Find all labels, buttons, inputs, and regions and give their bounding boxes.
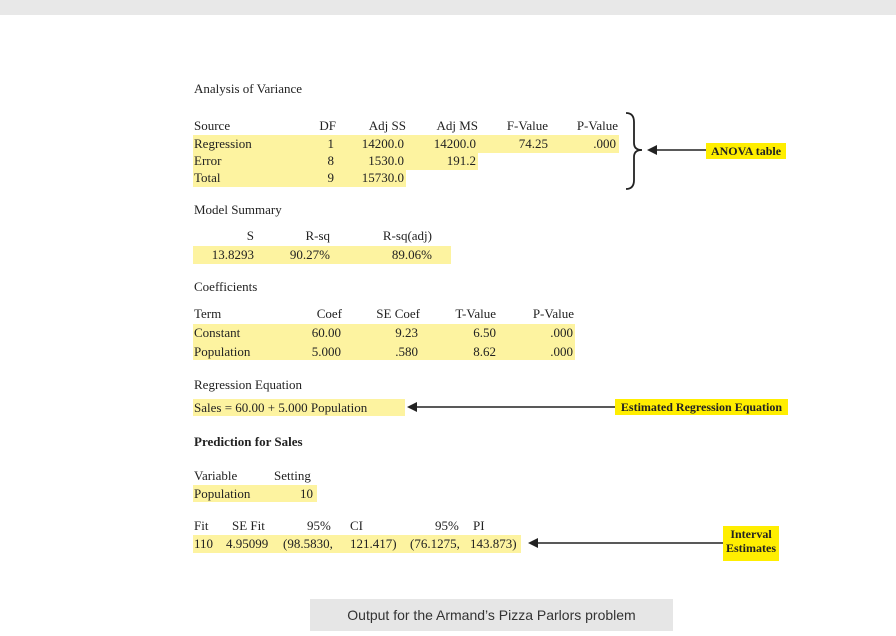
- regression-equation: Sales = 60.00 + 5.000 Population: [194, 400, 368, 415]
- anova-cell: 9: [327, 170, 334, 185]
- anova-cell: 14200.0: [361, 136, 404, 151]
- fit-header-fit: Fit: [194, 518, 209, 533]
- equation-arrow: [407, 402, 615, 412]
- fit-header-pi: PI: [473, 518, 485, 533]
- anova-cell: .000: [593, 136, 616, 151]
- interval-callout-line1: Interval: [730, 527, 772, 541]
- pred-value-setting: 10: [300, 486, 313, 501]
- anova-cell: 191.2: [446, 153, 476, 168]
- coef-cell: .580: [395, 344, 418, 359]
- pi-lower-value: (76.1275,: [410, 536, 460, 551]
- fit-header-pi-pct: 95%: [435, 518, 459, 533]
- pred-value-variable: Population: [194, 486, 251, 501]
- coef-cell: 60.00: [311, 325, 341, 340]
- coef-cell: Constant: [194, 325, 241, 340]
- model-summary-title: Model Summary: [194, 202, 282, 217]
- anova-cell: 15730.0: [361, 170, 404, 185]
- fit-header-ci-pct: 95%: [307, 518, 331, 533]
- anova-header-fvalue: F-Value: [506, 118, 548, 133]
- coef-cell: 9.23: [395, 325, 418, 340]
- coef-cell: 8.62: [473, 344, 496, 359]
- anova-brace: [626, 113, 642, 189]
- figure-caption: Output for the Armand’s Pizza Parlors problem: [310, 599, 673, 631]
- coef-cell: 5.000: [311, 344, 341, 359]
- ms-value-rsqadj: 89.06%: [391, 247, 432, 262]
- anova-cell: Error: [194, 153, 222, 168]
- coefficients-title: Coefficients: [194, 279, 258, 294]
- pred-header-setting: Setting: [274, 468, 311, 483]
- ms-header-s: S: [246, 228, 254, 243]
- anova-cell: 8: [327, 153, 334, 168]
- pi-upper-value: 143.873): [470, 536, 517, 551]
- anova-title: Analysis of Variance: [194, 81, 303, 96]
- ci-lower-value: (98.5830,: [283, 536, 333, 551]
- anova-header-source: Source: [194, 118, 231, 133]
- coef-cell: .000: [550, 325, 573, 340]
- anova-cell: 74.25: [518, 136, 548, 151]
- coef-header-term: Term: [194, 306, 222, 321]
- anova-arrow: [647, 145, 706, 155]
- coef-header-secoef: SE Coef: [376, 306, 420, 321]
- coef-header-pvalue: P-Value: [532, 306, 574, 321]
- anova-cell: 14200.0: [433, 136, 476, 151]
- coef-cell: .000: [550, 344, 573, 359]
- equation-callout: Estimated Regression Equation: [615, 399, 788, 415]
- fit-value: 110: [194, 536, 214, 551]
- ms-value-s: 13.8293: [211, 247, 254, 262]
- anova-cell: 1: [327, 136, 334, 151]
- fit-header-ci: CI: [350, 518, 363, 533]
- pred-header-variable: Variable: [194, 468, 238, 483]
- interval-callout-line2: Estimates: [726, 541, 776, 555]
- fit-header-sefit: SE Fit: [232, 518, 265, 533]
- coef-cell: 6.50: [473, 325, 496, 340]
- anova-header-df: DF: [319, 118, 336, 133]
- anova-header-adjss: Adj SS: [368, 118, 406, 133]
- interval-arrow: [528, 538, 723, 548]
- ms-value-rsq: 90.27%: [289, 247, 330, 262]
- anova-header-adjms: Adj MS: [436, 118, 478, 133]
- anova-cell: Regression: [194, 136, 252, 151]
- coef-cell: Population: [194, 344, 251, 359]
- anova-cell: Total: [194, 170, 221, 185]
- regression-equation-title: Regression Equation: [194, 377, 302, 392]
- ci-upper-value: 121.417): [350, 536, 397, 551]
- ms-header-rsq: R-sq: [305, 228, 330, 243]
- prediction-title: Prediction for Sales: [194, 434, 303, 449]
- sefit-value: 4.95099: [226, 536, 269, 551]
- anova-cell: 1530.0: [368, 153, 404, 168]
- anova-table-callout: ANOVA table: [706, 143, 786, 159]
- ms-header-rsqadj: R-sq(adj): [382, 228, 432, 243]
- coef-header-coef: Coef: [316, 306, 342, 321]
- anova-header-pvalue: P-Value: [576, 118, 618, 133]
- coef-header-tvalue: T-Value: [455, 306, 496, 321]
